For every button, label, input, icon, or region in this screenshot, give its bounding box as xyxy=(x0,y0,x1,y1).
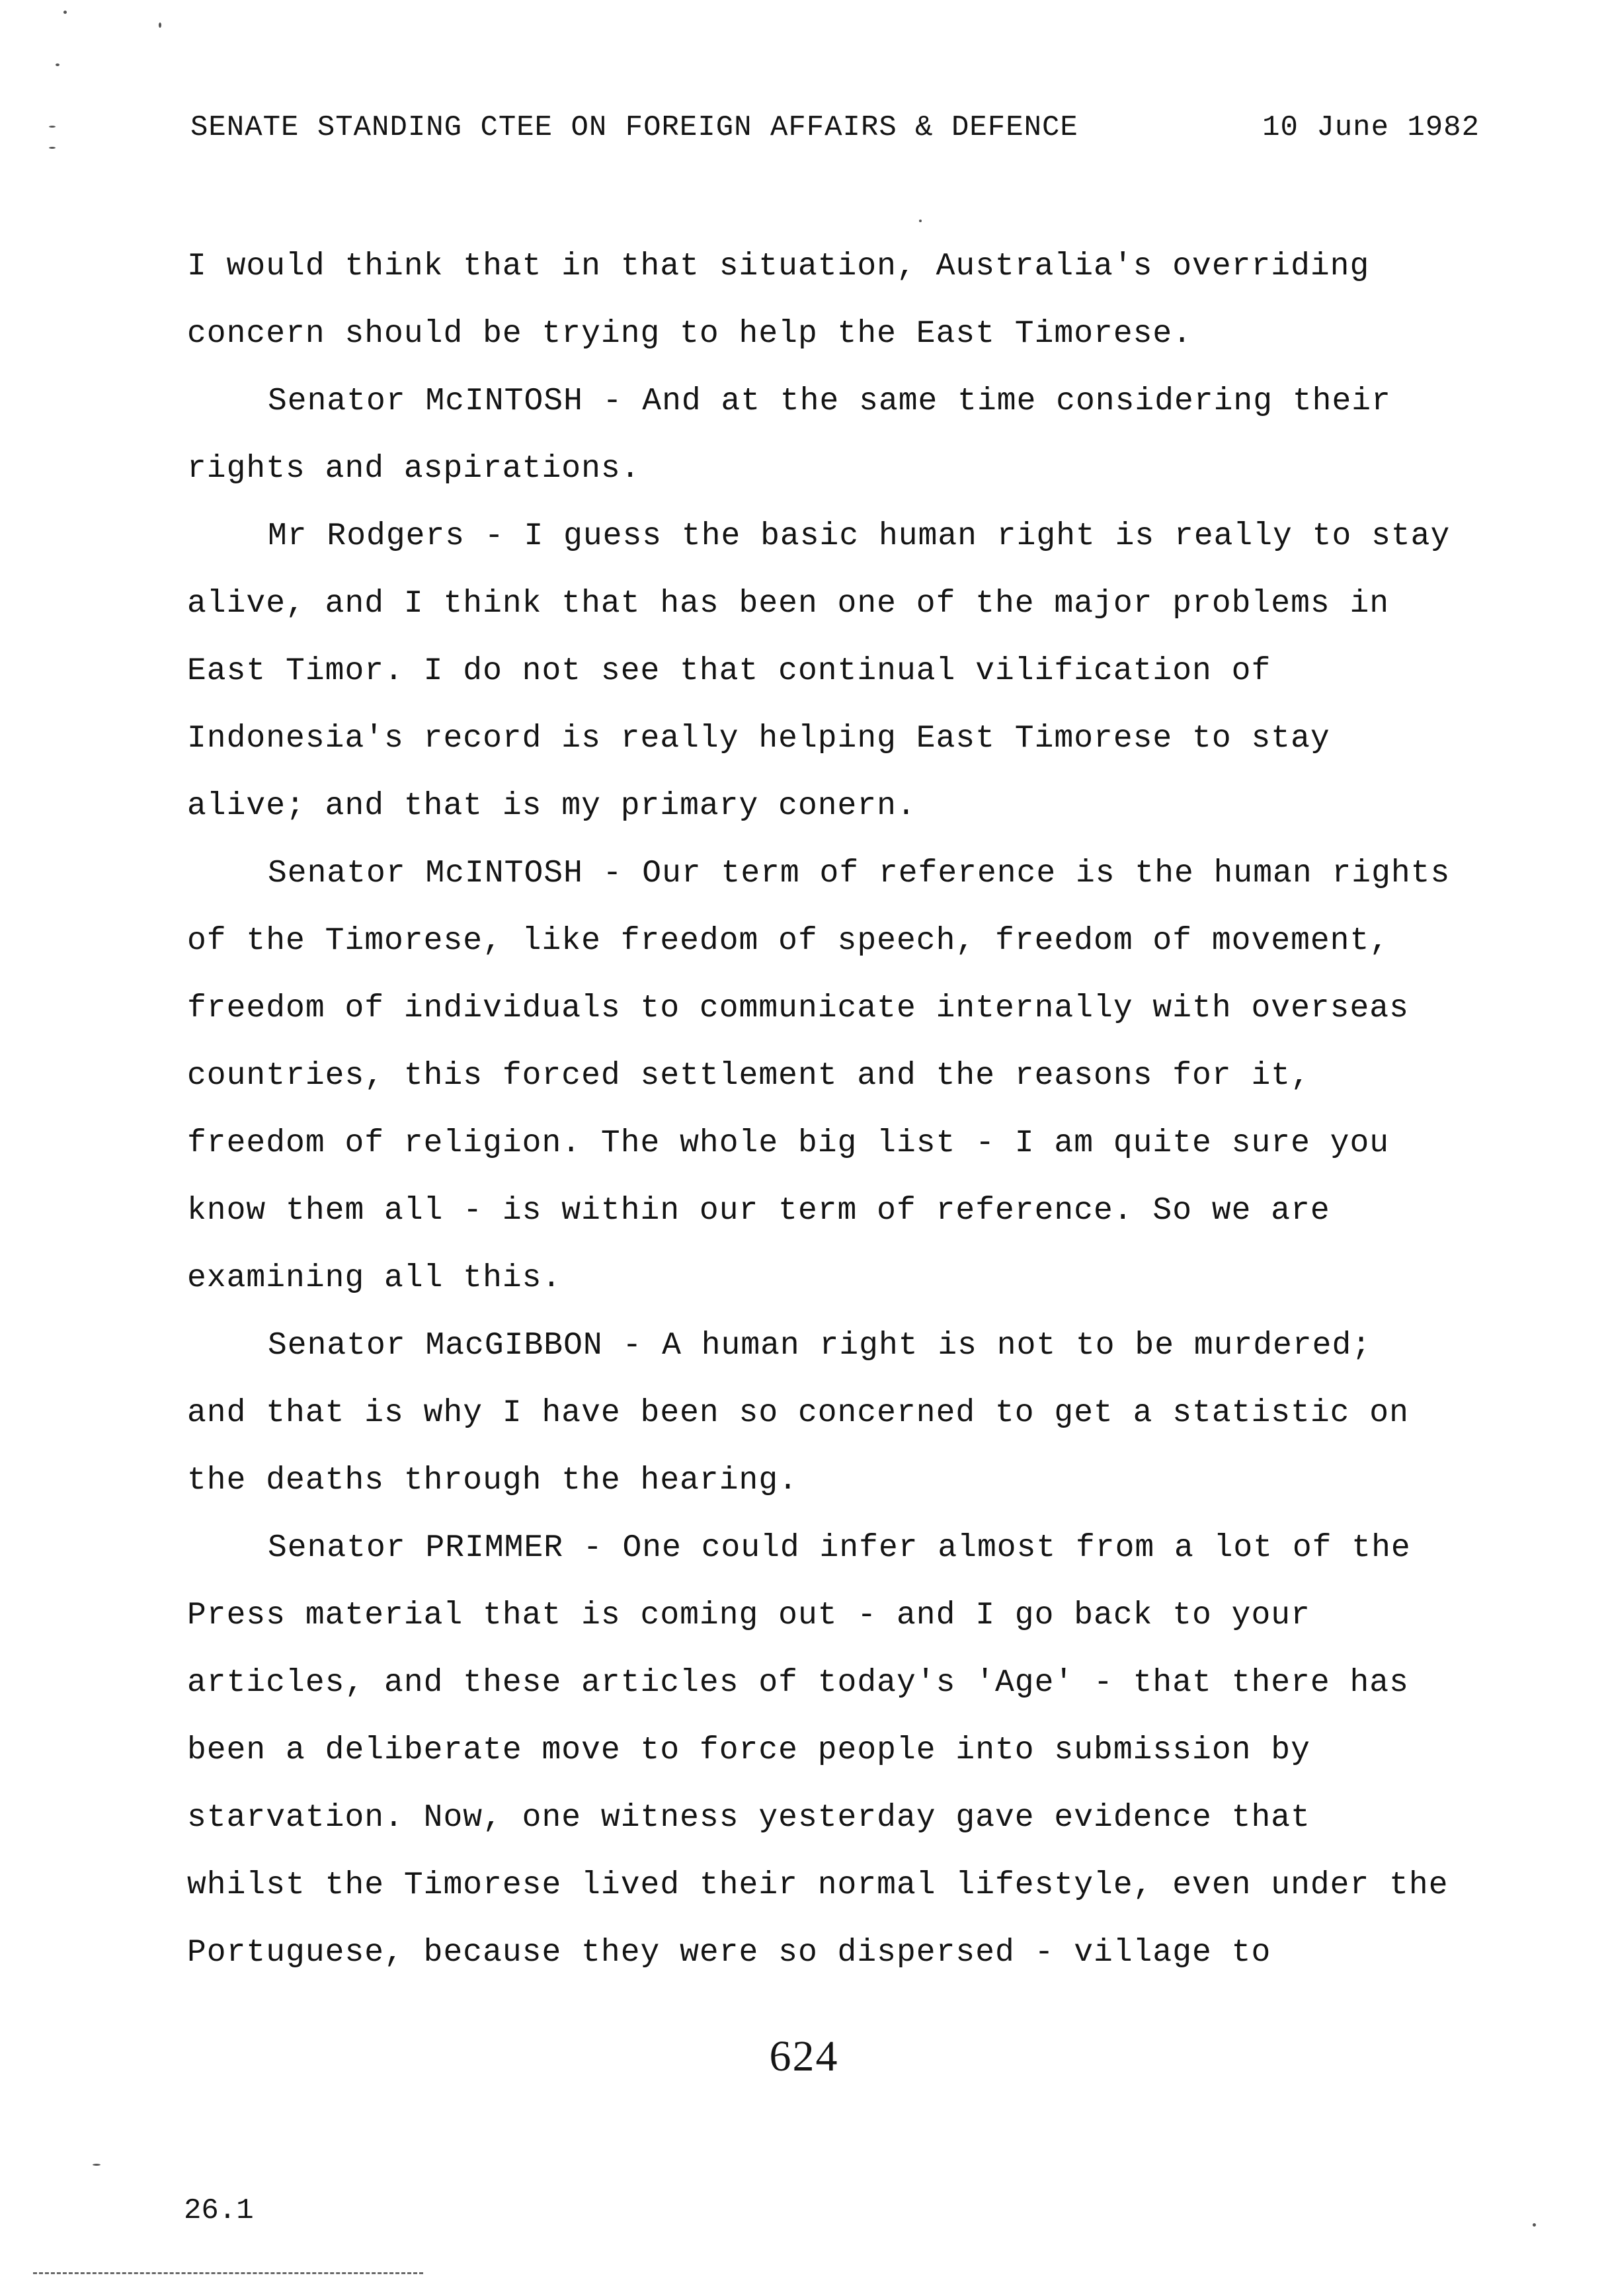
transcript-line: been a deliberate move to force people into submission by xyxy=(187,1733,1310,1768)
scan-speck xyxy=(159,22,161,28)
transcript-line: East Timor. I do not see that continual vilification of xyxy=(187,653,1271,689)
transcript-line: know them all - is within our term of reference. So we are xyxy=(187,1193,1330,1229)
scan-speck xyxy=(56,63,60,66)
transcript-line: I would think that in that situation, Australia's overriding xyxy=(187,249,1370,284)
transcript-line: alive, and I think that has been one of the major problems in xyxy=(187,586,1390,622)
page-number: 624 xyxy=(769,2032,839,2080)
transcript-line: and that is why I have been so concerned to get a statistic on xyxy=(187,1395,1409,1431)
transcript-line: the deaths through the hearing. xyxy=(187,1463,798,1498)
transcript-line: Senator PRIMMER - One could infer almost from a lot of the xyxy=(268,1530,1411,1566)
transcript-line: Indonesia's record is really helping East Timorese to stay xyxy=(187,721,1330,757)
transcript-line: freedom of individuals to communicate internally with overseas xyxy=(187,991,1409,1026)
transcript-line: articles, and these articles of today's 'Age' - that there has xyxy=(187,1665,1409,1701)
transcript-body xyxy=(187,233,1496,1987)
scan-speck xyxy=(49,147,56,149)
transcript-line: Senator McINTOSH - And at the same time considering their xyxy=(268,384,1391,419)
transcript-line: concern should be trying to help the East Timorese. xyxy=(187,316,1193,352)
scan-speck xyxy=(63,11,67,14)
scan-speck xyxy=(1533,2223,1536,2227)
header-line xyxy=(190,111,1480,144)
scan-speck xyxy=(919,220,922,222)
transcript-line: rights and aspirations. xyxy=(187,451,641,487)
transcript-line: Senator McINTOSH - Our term of reference is the human rights xyxy=(268,856,1451,891)
transcript-line: alive; and that is my primary conern. xyxy=(187,788,916,824)
transcript-line: examining all this. xyxy=(187,1260,562,1296)
transcript-line: Mr Rodgers - I guess the basic human right is really to stay xyxy=(268,518,1451,554)
transcript-line: whilst the Timorese lived their normal lifestyle, even under the xyxy=(187,1867,1449,1903)
header-date: 10 June 1982 xyxy=(1262,111,1480,144)
transcript-line: Senator MacGIBBON - A human right is not to be murdered; xyxy=(268,1328,1372,1364)
transcript-line: starvation. Now, one witness yesterday gave evidence that xyxy=(187,1800,1310,1836)
transcript-line: Press material that is coming out - and I go back to your xyxy=(187,1598,1310,1633)
scan-speck xyxy=(93,2164,100,2166)
scan-speck xyxy=(49,126,56,128)
header-title: SENATE STANDING CTEE ON FOREIGN AFFAIRS & DEFENCE xyxy=(190,111,1078,144)
transcript-line: freedom of religion. The whole big list - I am quite sure you xyxy=(187,1126,1390,1161)
transcript-line: countries, this forced settlement and the reasons for it, xyxy=(187,1058,1310,1094)
transcript-line: of the Timorese, like freedom of speech, freedom of movement, xyxy=(187,923,1390,959)
transcript-line: Portuguese, because they were so dispersed - village to xyxy=(187,1935,1271,1971)
folio-number: 26.1 xyxy=(184,2194,254,2227)
bottom-rule xyxy=(33,2272,423,2274)
